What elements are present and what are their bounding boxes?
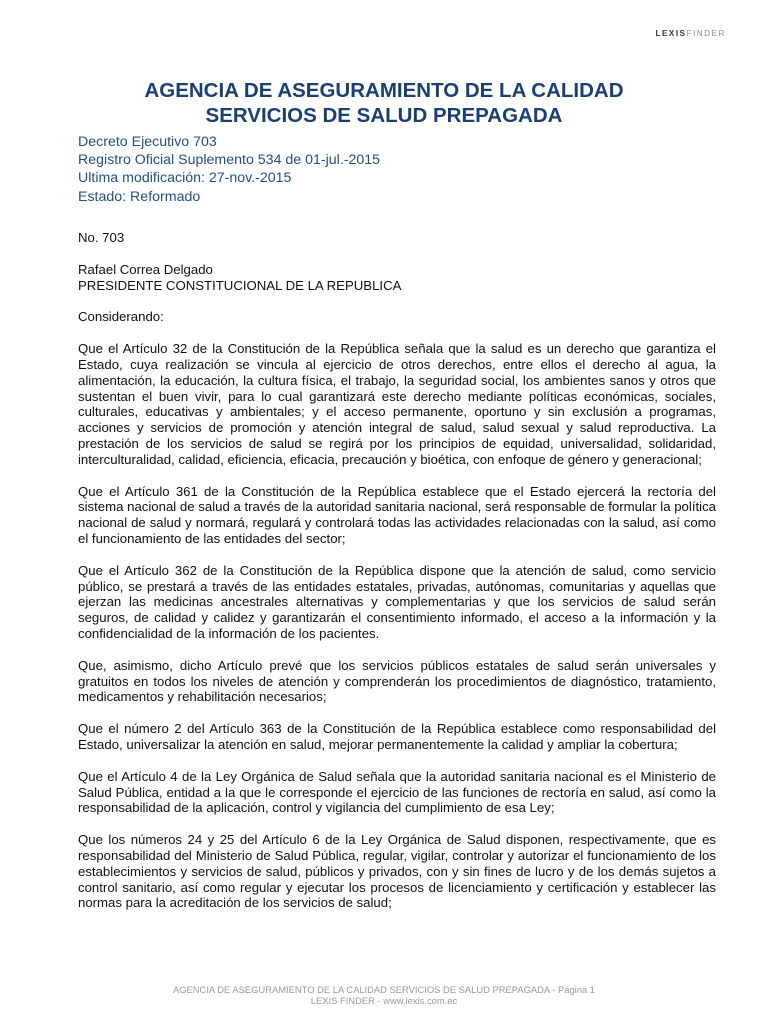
page-footer bbox=[0, 984, 768, 1006]
last-modification: Ultima modificación: 27-nov.-2015 bbox=[78, 170, 292, 187]
decree-number: Decreto Ejecutivo 703 bbox=[78, 134, 217, 150]
signatory-name: Rafael Correa Delgado bbox=[78, 261, 213, 277]
signatory bbox=[78, 262, 716, 294]
signatory-title: PRESIDENTE CONSTITUCIONAL DE LA REPUBLICA bbox=[78, 277, 402, 293]
paragraph: Que el Artículo 4 de la Ley Orgánica de Salud señala que la autoridad sanitaria nacional es el Ministerio de Salud Pública, entidad a la que le corresponde el ejercicio de las funciones de rectoría en salud, así como la responsabilidad de la aplicación, control y vigilancia del cumplimiento de esa Ley; bbox=[78, 768, 716, 816]
document-status: Estado: Reformado bbox=[78, 188, 201, 205]
paragraph: Que el Artículo 32 de la Constitución de la República señala que la salud es un derecho que garantiza el Estado, cuya realización se vincula al ejercicio de otros derechos, entre ellos el derecho al agua, la alimentación, la educación, la cultura física, el trabajo, la seguridad social, los ambientes sanos y otros que sustentan el buen vivir, para lo cual garantizará este derecho mediante políticas económicas, sociales, culturales, educativas y ambientales; y el acceso permanente, oportuno y sin exclusión a programas, acciones y servicios de promoción y atención integral de salud, salud sexual y salud reproductiva. La prestación de los servicios de salud se regirá por los principios de equidad, universalidad, solidaridad, interculturalidad, calidad, eficiencia, eficacia, precaución y bioética, con enfoque de género y generacional; bbox=[78, 341, 716, 467]
considerando-heading: Considerando: bbox=[78, 309, 164, 325]
decree-no: No. 703 bbox=[78, 230, 125, 245]
paragraph: Que el número 2 del Artículo 363 de la Constitución de la República establece como responsabilidad del Estado, universalizar la atención en salud, mejorar permanentemente la calidad y ampliar la cobertura; bbox=[78, 721, 716, 752]
document-body bbox=[78, 230, 716, 927]
brand-light-text: FINDER bbox=[686, 29, 726, 38]
title-line-1: AGENCIA DE ASEGURAMIENTO DE LA CALIDAD bbox=[144, 79, 624, 102]
document-metadata bbox=[78, 133, 380, 206]
footer-source: LEXIS FINDER - www.lexis.com.ec bbox=[310, 995, 458, 1006]
paragraph: Que, asimismo, dicho Artículo prevé que los servicios públicos estatales de salud serán universales y gratuitos en todos los niveles de atención y comprenderán los procedimientos de diagnóstico, tratamiento, medicamentos y rehabilitación necesarios; bbox=[78, 657, 716, 705]
paragraph: Que los números 24 y 25 del Artículo 6 de la Ley Orgánica de Salud disponen, respectivamente, que es responsabilidad del Ministerio de Salud Pública, regular, vigilar, controlar y autorizar el funcionamiento de los establecimientos y servicios de salud, públicos y privados, con y sin fines de lucro y de los demás sujetos a control sanitario, así como regular y ejecutar los procesos de licenciamiento y certificación y establecer las normas para la acreditación de los servicios de salud; bbox=[78, 832, 716, 911]
paragraph: Que el Artículo 361 de la Constitución de la República establece que el Estado ejercerá la rectoría del sistema nacional de salud a través de la autoridad sanitaria nacional, será responsable de formular la política nacional de salud y normará, regulará y controlará todas las actividades relacionadas con la salud, así como el funcionamiento de las entidades del sector; bbox=[78, 483, 716, 546]
paragraph: Que el Artículo 362 de la Constitución de la República dispone que la atención de salud, como servicio público, se prestará a través de las entidades estatales, privadas, autónomas, comunitarias y aquellas que ejerzan las medicinas ancestrales alternativas y complementarias y que los servicios de salud serán seguros, de calidad y calidez y garantizarán el consentimiento informado, el acceso a la información y la confidencialidad de la información de los pacientes. bbox=[78, 562, 716, 641]
brand-bold-text: LEXIS bbox=[655, 29, 687, 38]
lexis-finder-logo bbox=[655, 29, 726, 38]
title-line-2: SERVICIOS DE SALUD PREPAGADA bbox=[205, 104, 563, 127]
document-title bbox=[0, 78, 768, 128]
official-registry: Registro Oficial Suplemento 534 de 01-jul.-2015 bbox=[78, 152, 381, 169]
footer-title: AGENCIA DE ASEGURAMIENTO DE LA CALIDAD SERVICIOS DE SALUD PREPAGADA - Página 1 bbox=[172, 984, 595, 995]
